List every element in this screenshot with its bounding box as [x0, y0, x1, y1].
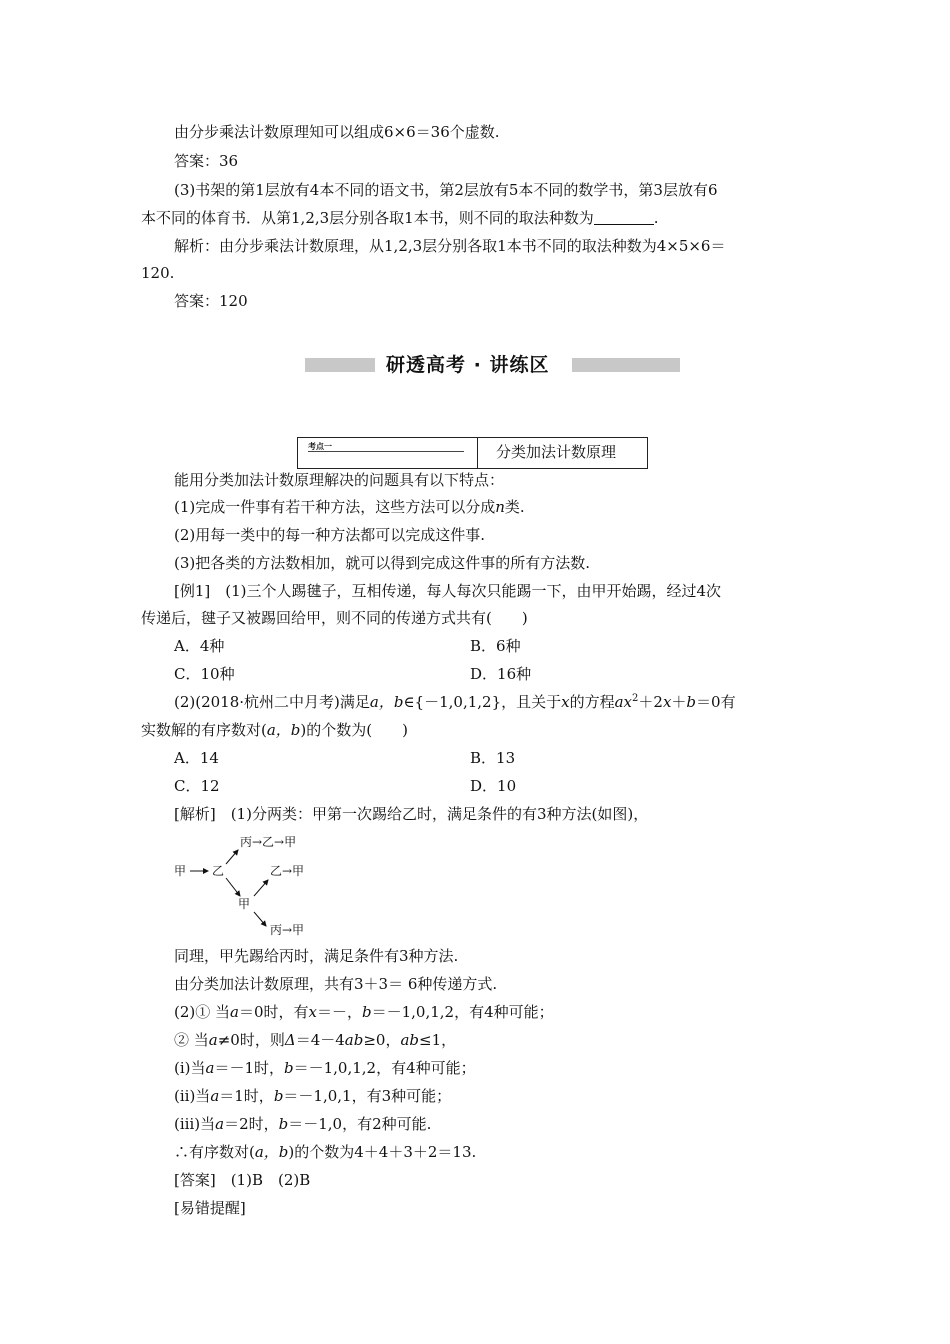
example-line: 传递后，毽子又被踢回给甲，则不同的传递方式共有( ) [141, 609, 528, 627]
solution-line [174, 1114, 431, 1134]
banner-bar-right [572, 358, 680, 372]
question-line: (3)书架的第1层放有4本不同的语文书，第2层放有5本不同的数学书，第3层放有6 [174, 181, 718, 199]
tree-branch-mid: 乙→甲 [270, 864, 305, 878]
question-text: . [653, 209, 659, 227]
var: ab [344, 1031, 364, 1049]
text: )的个数为( ) [300, 721, 408, 739]
tip-heading: [易错提醒] [174, 1199, 246, 1217]
var: a [205, 1059, 215, 1077]
text: 的方程 [569, 693, 615, 711]
exponent: 2 [632, 693, 639, 704]
option-d: D．16种 [470, 665, 532, 683]
solution-line [174, 1058, 476, 1078]
text: ∈{－1,0,1,2}，且关于 [403, 693, 562, 711]
answer-line: 答案：120 [174, 292, 248, 310]
option-c: C．12 [174, 777, 220, 795]
text: ＋2 [638, 693, 663, 711]
text: (ⅲ)当 [174, 1115, 216, 1133]
var: a，b [254, 1143, 289, 1161]
text: (2)(2018·杭州二中月考)满足 [174, 693, 370, 711]
text: ② 当 [174, 1031, 209, 1049]
var: ab [400, 1031, 420, 1049]
option-a: A．14 [174, 749, 219, 767]
tree-arrow [226, 850, 238, 864]
tree-branch-bottom: 丙→甲 [270, 923, 305, 937]
tree-arrow [254, 880, 268, 896]
text-line [174, 497, 525, 517]
fill-blank [594, 210, 654, 225]
topic-header-box [297, 437, 648, 469]
option-a: A．4种 [174, 637, 225, 655]
tree-arrow [226, 878, 240, 896]
text: ＝2时， [224, 1115, 279, 1133]
text: ＝－1,0,1,2，有4种可能； [371, 1003, 554, 1021]
solution-line: 120. [141, 264, 175, 282]
text: ∴有序数对( [174, 1143, 255, 1161]
topic-tag: 考点一 [308, 442, 332, 451]
var: b [284, 1059, 294, 1077]
text-line: 能用分类加法计数原理解决的问题具有以下特点： [174, 471, 505, 489]
solution-line [174, 1030, 456, 1050]
topic-divider [477, 438, 478, 468]
var: x [561, 693, 570, 711]
option-d: D．10 [470, 777, 517, 795]
var: b [362, 1003, 372, 1021]
tree-diagram [170, 828, 340, 940]
example-line: [例1] (1)三个人踢毽子，互相传递，每人每次只能踢一下，由甲开始踢，经过4次 [174, 582, 722, 600]
example-line [141, 720, 408, 740]
text: (2)① 当 [174, 1003, 231, 1021]
var: a，b [266, 721, 301, 739]
text: ＝－1,0,1，有3种可能； [283, 1087, 452, 1105]
text: 类. [504, 498, 525, 516]
text: ＝4－4 [295, 1031, 345, 1049]
var: b [278, 1115, 289, 1133]
text: ≤1， [419, 1031, 457, 1049]
solution-line: [解析] (1)分两类：甲第一次踢给乙时，满足条件的有3种方法(如图)， [174, 805, 649, 823]
solution-line: 由分类加法计数原理，共有3＋3＝ 6种传递方式. [174, 975, 498, 993]
section-banner-title: 研透高考 · 讲练区 [386, 354, 550, 376]
var: n [495, 498, 505, 516]
option-b: B．6种 [470, 637, 521, 655]
text-line: (2)用每一类中的每一种方法都可以完成这件事. [174, 526, 486, 544]
text-line: 由分步乘法计数原理知可以组成6×6＝36个虚数. [174, 123, 500, 141]
banner-bar-left [305, 358, 375, 372]
tree-node: 甲 [238, 897, 251, 911]
topic-title: 分类加法计数原理 [496, 443, 617, 461]
solution-line [174, 1002, 554, 1022]
var: x [662, 693, 672, 711]
text: ＝1时， [219, 1087, 274, 1105]
text: ＝－， [317, 1003, 363, 1021]
var: b [273, 1087, 284, 1105]
var: a [230, 1003, 239, 1021]
text: (ⅱ)当 [174, 1087, 211, 1105]
text: ＝－1,0，有2种可能. [288, 1115, 432, 1133]
var: b [686, 693, 697, 711]
text: ≠0时，则 [217, 1031, 285, 1049]
text-line: (3)把各类的方法数相加，就可以得到完成这件事的所有方法数. [174, 554, 591, 572]
option-c: C．10种 [174, 665, 235, 683]
question-text: 本不同的体育书．从第1,2,3层分别各取1本书，则不同的取法种数为 [141, 209, 594, 227]
option-b: B．13 [470, 749, 516, 767]
var: a，b [369, 693, 404, 711]
tree-branch-upper: 丙→乙→甲 [240, 835, 297, 849]
text: ＝0时，有 [238, 1003, 309, 1021]
var: a [210, 1087, 220, 1105]
text: ＝0有 [696, 693, 736, 711]
topic-tag-rule [308, 451, 464, 452]
tree-root: 甲 [174, 864, 187, 878]
text: )的个数为4＋4＋3＋2＝13. [288, 1143, 477, 1161]
solution-line: 同理，甲先踢给丙时，满足条件有3种方法. [174, 947, 459, 965]
example-line [174, 692, 736, 712]
text: ＝－1,0,1,2，有4种可能； [293, 1059, 476, 1077]
question-line [141, 208, 659, 228]
var: Δ [284, 1031, 296, 1049]
text: (1)完成一件事有若干种方法，这些方法可以分成 [174, 498, 496, 516]
var: a [215, 1115, 225, 1133]
var: a [208, 1031, 218, 1049]
text: 实数解的有序数对( [141, 721, 267, 739]
text: ＋ [671, 693, 687, 711]
answer-line: 答案：36 [174, 152, 239, 170]
tree-node: 乙 [212, 864, 225, 878]
var: ax [614, 693, 633, 711]
text: ≥0， [363, 1031, 401, 1049]
text: (ⅰ)当 [174, 1059, 206, 1077]
tree-arrow [254, 912, 266, 926]
text: ＝－1时， [214, 1059, 285, 1077]
solution-line [174, 1086, 451, 1106]
solution-line: 解析：由分步乘法计数原理，从1,2,3层分别各取1本书不同的取法种数为4×5×6＝ [174, 237, 726, 255]
solution-line [174, 1142, 476, 1162]
answer-line: [答案] (1)B (2)B [174, 1171, 311, 1189]
var: x [308, 1003, 317, 1021]
